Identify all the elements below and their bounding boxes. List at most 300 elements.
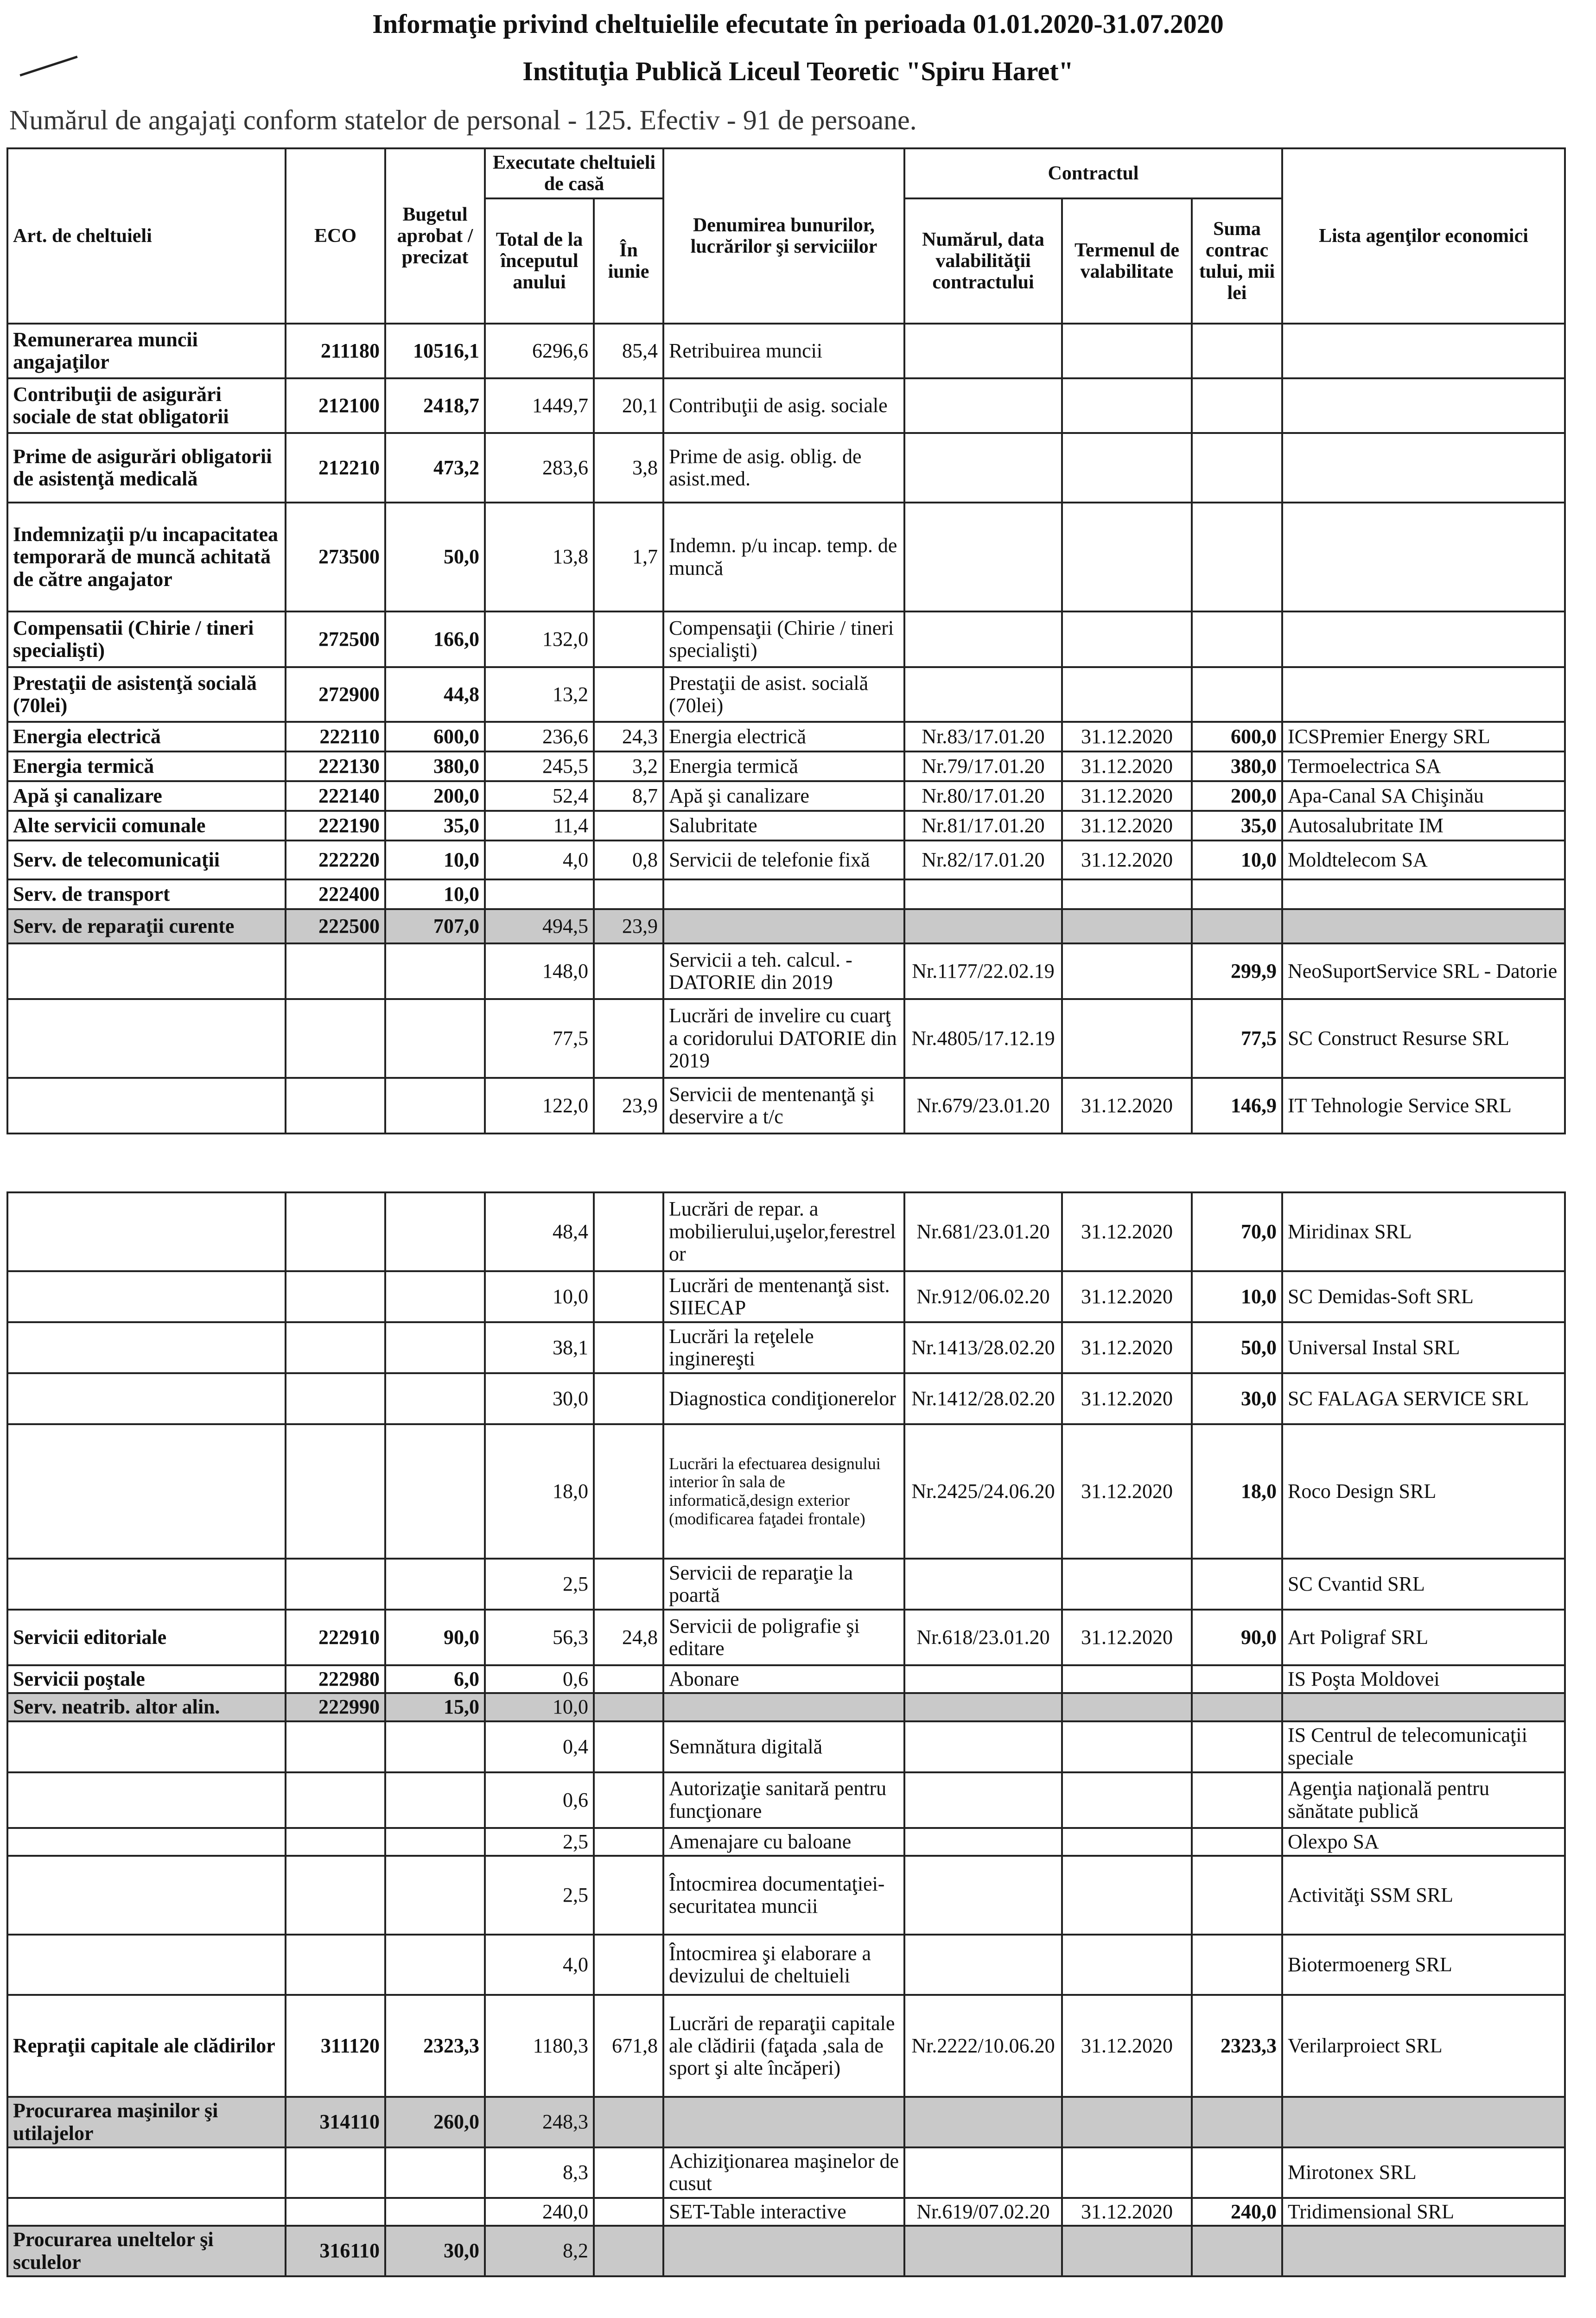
cell-suma xyxy=(1192,1935,1282,1995)
cell-agent xyxy=(1282,433,1565,503)
cell-agent: Termoelectrica SA xyxy=(1282,751,1565,781)
cell-art: Contribuţii de asigurări sociale de stat obligatorii xyxy=(7,378,286,433)
cell-buget: 166,0 xyxy=(385,611,485,667)
cell-desc: Întocmirea şi elaborare a devizului de cheltuieli xyxy=(663,1935,904,1995)
cell-suma: 299,9 xyxy=(1192,943,1282,999)
cell-iunie xyxy=(594,1721,663,1772)
cell-buget xyxy=(385,1271,485,1322)
cell-contr xyxy=(904,1665,1062,1693)
cell-agent: Activităţi SSM SRL xyxy=(1282,1856,1565,1935)
cell-eco xyxy=(286,1828,385,1856)
table-row xyxy=(7,1856,1565,1935)
cell-eco: 212210 xyxy=(286,433,385,503)
cell-contr: Nr.81/17.01.20 xyxy=(904,811,1062,841)
table-row xyxy=(7,1935,1565,1995)
cell-eco: 222910 xyxy=(286,1610,385,1665)
cell-contr: Nr.82/17.01.20 xyxy=(904,841,1062,879)
expense-table-part1 xyxy=(6,147,1566,1134)
cell-suma xyxy=(1192,1665,1282,1693)
cell-agent: Apa-Canal SA Chişinău xyxy=(1282,781,1565,811)
col-iunie: În iunie xyxy=(594,198,663,324)
cell-term: 31.12.2020 xyxy=(1062,1322,1192,1373)
cell-total: 8,2 xyxy=(485,2226,594,2276)
cell-eco: 222110 xyxy=(286,722,385,751)
cell-total: 0,4 xyxy=(485,1721,594,1772)
cell-buget xyxy=(385,1424,485,1559)
table-row xyxy=(7,2198,1565,2226)
cell-art: Procurarea uneltelor şi sculelor xyxy=(7,2226,286,2276)
cell-desc xyxy=(663,2226,904,2276)
cell-eco xyxy=(286,1322,385,1373)
cell-agent: SC Construct Resurse SRL xyxy=(1282,999,1565,1078)
cell-eco xyxy=(286,943,385,999)
cell-contr xyxy=(904,1721,1062,1772)
cell-iunie xyxy=(594,943,663,999)
cell-suma xyxy=(1192,1772,1282,1828)
cell-total: 132,0 xyxy=(485,611,594,667)
cell-total: 248,3 xyxy=(485,2097,594,2147)
cell-total: 10,0 xyxy=(485,1271,594,1322)
cell-desc: Compensaţii (Chirie / tineri specialişti) xyxy=(663,611,904,667)
cell-art: Indemnizaţii p/u incapacitatea temporară de muncă achitată de către angajator xyxy=(7,503,286,611)
cell-buget: 260,0 xyxy=(385,2097,485,2147)
cell-buget xyxy=(385,1828,485,1856)
cell-buget xyxy=(385,999,485,1078)
cell-art xyxy=(7,1828,286,1856)
cell-art xyxy=(7,1373,286,1424)
cell-eco: 212100 xyxy=(286,378,385,433)
cell-buget: 44,8 xyxy=(385,667,485,722)
cell-iunie: 24,8 xyxy=(594,1610,663,1665)
cell-desc: Lucrări de mentenanţă sist. SIIECAP xyxy=(663,1271,904,1322)
cell-contr: Nr.1413/28.02.20 xyxy=(904,1322,1062,1373)
cell-suma xyxy=(1192,1828,1282,1856)
cell-contr xyxy=(904,2097,1062,2147)
cell-agent xyxy=(1282,378,1565,433)
cell-iunie xyxy=(594,811,663,841)
cell-term: 31.12.2020 xyxy=(1062,841,1192,879)
cell-desc: Semnătura digitală xyxy=(663,1721,904,1772)
cell-term xyxy=(1062,1856,1192,1935)
cell-total: 2,5 xyxy=(485,1828,594,1856)
cell-buget xyxy=(385,943,485,999)
cell-buget: 600,0 xyxy=(385,722,485,751)
cell-contr xyxy=(904,667,1062,722)
cell-eco: 222190 xyxy=(286,811,385,841)
cell-suma: 600,0 xyxy=(1192,722,1282,751)
cell-art xyxy=(7,999,286,1078)
table-row xyxy=(7,378,1565,433)
cell-iunie xyxy=(594,2097,663,2147)
cell-total: 0,6 xyxy=(485,1772,594,1828)
cell-suma xyxy=(1192,433,1282,503)
cell-agent: ICSPremier Energy SRL xyxy=(1282,722,1565,751)
cell-agent: Biotermoenerg SRL xyxy=(1282,1935,1565,1995)
cell-desc: Servicii de mentenanţă şi deservire a t/c xyxy=(663,1078,904,1134)
cell-contr: Nr.83/17.01.20 xyxy=(904,722,1062,751)
cell-art: Energia termică xyxy=(7,751,286,781)
cell-agent: Miridinax SRL xyxy=(1282,1192,1565,1271)
cell-eco xyxy=(286,2147,385,2198)
cell-agent: IT Tehnologie Service SRL xyxy=(1282,1078,1565,1134)
cell-desc: Lucrări la reţelele inginereşti xyxy=(663,1322,904,1373)
cell-art xyxy=(7,2198,286,2226)
cell-suma xyxy=(1192,378,1282,433)
cell-iunie xyxy=(594,1935,663,1995)
cell-contr xyxy=(904,2147,1062,2198)
cell-contr xyxy=(904,879,1062,909)
cell-suma xyxy=(1192,324,1282,378)
cell-term: 31.12.2020 xyxy=(1062,1078,1192,1134)
cell-desc xyxy=(663,879,904,909)
table-row xyxy=(7,1828,1565,1856)
cell-term xyxy=(1062,999,1192,1078)
cell-eco: 222400 xyxy=(286,879,385,909)
cell-eco: 222980 xyxy=(286,1665,385,1693)
cell-buget: 707,0 xyxy=(385,909,485,943)
table-row xyxy=(7,1373,1565,1424)
table-row xyxy=(7,943,1565,999)
cell-agent: SC Demidas-Soft SRL xyxy=(1282,1271,1565,1322)
cell-term xyxy=(1062,2097,1192,2147)
table-row xyxy=(7,1772,1565,1828)
cell-contr: Nr.80/17.01.20 xyxy=(904,781,1062,811)
cell-term xyxy=(1062,503,1192,611)
cell-desc: Salubritate xyxy=(663,811,904,841)
table-row xyxy=(7,1995,1565,2097)
col-denumirea: Denumirea bunurilor, lucrărilor şi serviciilor xyxy=(663,148,904,324)
cell-iunie: 1,7 xyxy=(594,503,663,611)
cell-suma: 2323,3 xyxy=(1192,1995,1282,2097)
cell-total: 4,0 xyxy=(485,1935,594,1995)
cell-contr xyxy=(904,324,1062,378)
cell-desc: Lucrări de repar. a mobilierului,uşelor,ferestrelor xyxy=(663,1192,904,1271)
cell-total: 48,4 xyxy=(485,1192,594,1271)
cell-buget: 473,2 xyxy=(385,433,485,503)
cell-total: 245,5 xyxy=(485,751,594,781)
cell-agent xyxy=(1282,2097,1565,2147)
cell-suma: 90,0 xyxy=(1192,1610,1282,1665)
table-row xyxy=(7,1665,1565,1693)
cell-term xyxy=(1062,611,1192,667)
table-row xyxy=(7,1271,1565,1322)
col-executate: Executate cheltuieli de casă xyxy=(485,148,663,198)
cell-desc: Amenajare cu baloane xyxy=(663,1828,904,1856)
expense-table-part2 xyxy=(6,1191,1566,2277)
cell-iunie xyxy=(594,1665,663,1693)
cell-eco xyxy=(286,2198,385,2226)
cell-contr xyxy=(904,1693,1062,1721)
cell-term: 31.12.2020 xyxy=(1062,751,1192,781)
table-row xyxy=(7,503,1565,611)
cell-term xyxy=(1062,943,1192,999)
cell-contr: Nr.2222/10.06.20 xyxy=(904,1995,1062,2097)
cell-eco xyxy=(286,1856,385,1935)
cell-eco: 222500 xyxy=(286,909,385,943)
col-buget: Bugetul aprobat / precizat xyxy=(385,148,485,324)
cell-buget: 10516,1 xyxy=(385,324,485,378)
cell-term: 31.12.2020 xyxy=(1062,722,1192,751)
cell-buget xyxy=(385,1322,485,1373)
cell-suma: 10,0 xyxy=(1192,1271,1282,1322)
cell-desc: SET-Table interactive xyxy=(663,2198,904,2226)
cell-art xyxy=(7,1192,286,1271)
cell-eco: 222130 xyxy=(286,751,385,781)
cell-term: 31.12.2020 xyxy=(1062,811,1192,841)
cell-total: 1180,3 xyxy=(485,1995,594,2097)
cell-agent xyxy=(1282,879,1565,909)
cell-desc: Prime de asig. oblig. de asist.med. xyxy=(663,433,904,503)
cell-buget: 380,0 xyxy=(385,751,485,781)
table-row xyxy=(7,2097,1565,2147)
cell-term xyxy=(1062,2147,1192,2198)
cell-term: 31.12.2020 xyxy=(1062,781,1192,811)
cell-term: 31.12.2020 xyxy=(1062,1373,1192,1424)
table-row xyxy=(7,2226,1565,2276)
cell-iunie: 0,8 xyxy=(594,841,663,879)
cell-art: Servicii editoriale xyxy=(7,1610,286,1665)
table-row xyxy=(7,999,1565,1078)
cell-suma: 77,5 xyxy=(1192,999,1282,1078)
cell-total: 52,4 xyxy=(485,781,594,811)
cell-total: 0,6 xyxy=(485,1665,594,1693)
table-row xyxy=(7,1559,1565,1610)
table-row xyxy=(7,909,1565,943)
col-numarul: Numărul, data valabilităţii contractului xyxy=(904,198,1062,324)
col-art: Art. de cheltuieli xyxy=(7,148,286,324)
cell-agent: Autosalubritate IM xyxy=(1282,811,1565,841)
cell-art: Repraţii capitale ale clădirilor xyxy=(7,1995,286,2097)
cell-eco xyxy=(286,1935,385,1995)
cell-buget xyxy=(385,2198,485,2226)
cell-total: 4,0 xyxy=(485,841,594,879)
cell-term: 31.12.2020 xyxy=(1062,1424,1192,1559)
cell-art xyxy=(7,1935,286,1995)
cell-art xyxy=(7,1559,286,1610)
cell-desc: Lucrări de invelire cu cuarţ a coridorului DATORIE din 2019 xyxy=(663,999,904,1078)
cell-iunie: 23,9 xyxy=(594,909,663,943)
cell-buget xyxy=(385,1373,485,1424)
table-row xyxy=(7,611,1565,667)
cell-suma xyxy=(1192,909,1282,943)
cell-eco: 222220 xyxy=(286,841,385,879)
cell-eco: 314110 xyxy=(286,2097,385,2147)
table-row xyxy=(7,2147,1565,2198)
cell-iunie xyxy=(594,1772,663,1828)
cell-total: 283,6 xyxy=(485,433,594,503)
cell-buget xyxy=(385,1856,485,1935)
cell-eco: 272900 xyxy=(286,667,385,722)
table-body-part2 xyxy=(7,1192,1565,2276)
cell-buget xyxy=(385,1935,485,1995)
cell-contr: Nr.2425/24.06.20 xyxy=(904,1424,1062,1559)
cell-eco xyxy=(286,1424,385,1559)
cell-art xyxy=(7,1721,286,1772)
cell-contr xyxy=(904,909,1062,943)
col-suma: Suma contrac tului, mii lei xyxy=(1192,198,1282,324)
cell-total: 122,0 xyxy=(485,1078,594,1134)
cell-desc xyxy=(663,2097,904,2147)
cell-buget xyxy=(385,2147,485,2198)
cell-eco xyxy=(286,999,385,1078)
cell-iunie xyxy=(594,1693,663,1721)
cell-desc: Achiziţionarea maşinelor de cusut xyxy=(663,2147,904,2198)
cell-term xyxy=(1062,667,1192,722)
cell-art: Energia electrică xyxy=(7,722,286,751)
table-row xyxy=(7,1322,1565,1373)
cell-suma: 240,0 xyxy=(1192,2198,1282,2226)
cell-contr xyxy=(904,2226,1062,2276)
cell-contr xyxy=(904,503,1062,611)
col-agenti: Lista agenţilor economici xyxy=(1282,148,1565,324)
cell-desc: Servicii de telefonie fixă xyxy=(663,841,904,879)
cell-suma xyxy=(1192,2097,1282,2147)
cell-iunie xyxy=(594,1192,663,1271)
cell-suma xyxy=(1192,2226,1282,2276)
cell-term: 31.12.2020 xyxy=(1062,1192,1192,1271)
staff-info: Numărul de angajaţi conform statelor de personal - 125. Efectiv - 91 de persoane. xyxy=(9,105,917,135)
cell-desc: Abonare xyxy=(663,1665,904,1693)
cell-buget: 6,0 xyxy=(385,1665,485,1693)
cell-art: Apă şi canalizare xyxy=(7,781,286,811)
cell-art: Prime de asigurări obligatorii de asistenţă medicală xyxy=(7,433,286,503)
cell-contr xyxy=(904,378,1062,433)
cell-iunie: 23,9 xyxy=(594,1078,663,1134)
cell-iunie xyxy=(594,1271,663,1322)
cell-term xyxy=(1062,2226,1192,2276)
cell-term xyxy=(1062,1935,1192,1995)
cell-term xyxy=(1062,1665,1192,1693)
cell-eco xyxy=(286,1772,385,1828)
cell-iunie: 8,7 xyxy=(594,781,663,811)
cell-total: 148,0 xyxy=(485,943,594,999)
cell-agent: Mirotonex SRL xyxy=(1282,2147,1565,2198)
cell-iunie xyxy=(594,1373,663,1424)
cell-art xyxy=(7,1271,286,1322)
cell-total: 77,5 xyxy=(485,999,594,1078)
cell-iunie xyxy=(594,667,663,722)
cell-agent: IS Poşta Moldovei xyxy=(1282,1665,1565,1693)
table-row xyxy=(7,879,1565,909)
cell-desc: Întocmirea documentaţiei-securitatea muncii xyxy=(663,1856,904,1935)
cell-desc: Servicii a teh. calcul. - DATORIE din 2019 xyxy=(663,943,904,999)
cell-agent xyxy=(1282,2226,1565,2276)
cell-iunie xyxy=(594,2226,663,2276)
cell-agent: Moldtelecom SA xyxy=(1282,841,1565,879)
cell-suma xyxy=(1192,1856,1282,1935)
cell-iunie xyxy=(594,1559,663,1610)
cell-suma xyxy=(1192,611,1282,667)
cell-eco xyxy=(286,1078,385,1134)
cell-contr xyxy=(904,1828,1062,1856)
cell-total: 30,0 xyxy=(485,1373,594,1424)
cell-suma: 200,0 xyxy=(1192,781,1282,811)
cell-term: 31.12.2020 xyxy=(1062,1995,1192,2097)
col-total: Total de la începutul anului xyxy=(485,198,594,324)
cell-total xyxy=(485,879,594,909)
cell-total: 10,0 xyxy=(485,1693,594,1721)
cell-agent xyxy=(1282,667,1565,722)
cell-eco: 222140 xyxy=(286,781,385,811)
cell-total: 240,0 xyxy=(485,2198,594,2226)
cell-suma: 30,0 xyxy=(1192,1373,1282,1424)
cell-art xyxy=(7,1424,286,1559)
cell-buget xyxy=(385,1192,485,1271)
cell-agent: Olexpo SA xyxy=(1282,1828,1565,1856)
cell-contr: Nr.618/23.01.20 xyxy=(904,1610,1062,1665)
cell-contr: Nr.4805/17.12.19 xyxy=(904,999,1062,1078)
cell-term: 31.12.2020 xyxy=(1062,1271,1192,1322)
cell-iunie: 24,3 xyxy=(594,722,663,751)
cell-agent xyxy=(1282,324,1565,378)
cell-total: 13,8 xyxy=(485,503,594,611)
cell-suma xyxy=(1192,1693,1282,1721)
cell-agent xyxy=(1282,503,1565,611)
cell-contr: Nr.619/07.02.20 xyxy=(904,2198,1062,2226)
cell-suma: 50,0 xyxy=(1192,1322,1282,1373)
cell-contr: Nr.79/17.01.20 xyxy=(904,751,1062,781)
cell-buget: 200,0 xyxy=(385,781,485,811)
cell-agent xyxy=(1282,909,1565,943)
cell-agent: Universal Instal SRL xyxy=(1282,1322,1565,1373)
cell-art xyxy=(7,943,286,999)
cell-suma xyxy=(1192,1721,1282,1772)
cell-iunie: 671,8 xyxy=(594,1995,663,2097)
cell-term xyxy=(1062,433,1192,503)
cell-total: 2,5 xyxy=(485,1856,594,1935)
cell-buget: 2323,3 xyxy=(385,1995,485,2097)
cell-iunie xyxy=(594,879,663,909)
cell-desc: Energia termică xyxy=(663,751,904,781)
cell-suma xyxy=(1192,2147,1282,2198)
cell-term: 31.12.2020 xyxy=(1062,2198,1192,2226)
cell-iunie xyxy=(594,1322,663,1373)
cell-art: Compensatii (Chirie / tineri specialişti) xyxy=(7,611,286,667)
cell-suma: 380,0 xyxy=(1192,751,1282,781)
cell-art: Procurarea maşinilor şi utilajelor xyxy=(7,2097,286,2147)
cell-agent: Roco Design SRL xyxy=(1282,1424,1565,1559)
cell-contr xyxy=(904,611,1062,667)
cell-buget: 30,0 xyxy=(385,2226,485,2276)
table-body-part1 xyxy=(7,324,1565,1134)
cell-contr: Nr.679/23.01.20 xyxy=(904,1078,1062,1134)
cell-total: 6296,6 xyxy=(485,324,594,378)
cell-contr xyxy=(904,1856,1062,1935)
cell-agent xyxy=(1282,611,1565,667)
cell-desc: Energia electrică xyxy=(663,722,904,751)
table-row xyxy=(7,1192,1565,1271)
cell-desc xyxy=(663,1693,904,1721)
cell-agent: Art Poligraf SRL xyxy=(1282,1610,1565,1665)
table-row xyxy=(7,811,1565,841)
cell-contr: Nr.681/23.01.20 xyxy=(904,1192,1062,1271)
cell-suma: 35,0 xyxy=(1192,811,1282,841)
cell-buget: 10,0 xyxy=(385,879,485,909)
cell-art: Serv. de transport xyxy=(7,879,286,909)
cell-agent: SC FALAGA SERVICE SRL xyxy=(1282,1373,1565,1424)
cell-eco: 273500 xyxy=(286,503,385,611)
cell-eco: 316110 xyxy=(286,2226,385,2276)
cell-buget xyxy=(385,1721,485,1772)
cell-total: 13,2 xyxy=(485,667,594,722)
cell-desc: Indemn. p/u incap. temp. de muncă xyxy=(663,503,904,611)
cell-iunie: 85,4 xyxy=(594,324,663,378)
cell-iunie: 3,2 xyxy=(594,751,663,781)
col-contractul: Contractul xyxy=(904,148,1282,198)
cell-art: Remunerarea muncii angajaţilor xyxy=(7,324,286,378)
cell-term xyxy=(1062,909,1192,943)
cell-suma: 70,0 xyxy=(1192,1192,1282,1271)
